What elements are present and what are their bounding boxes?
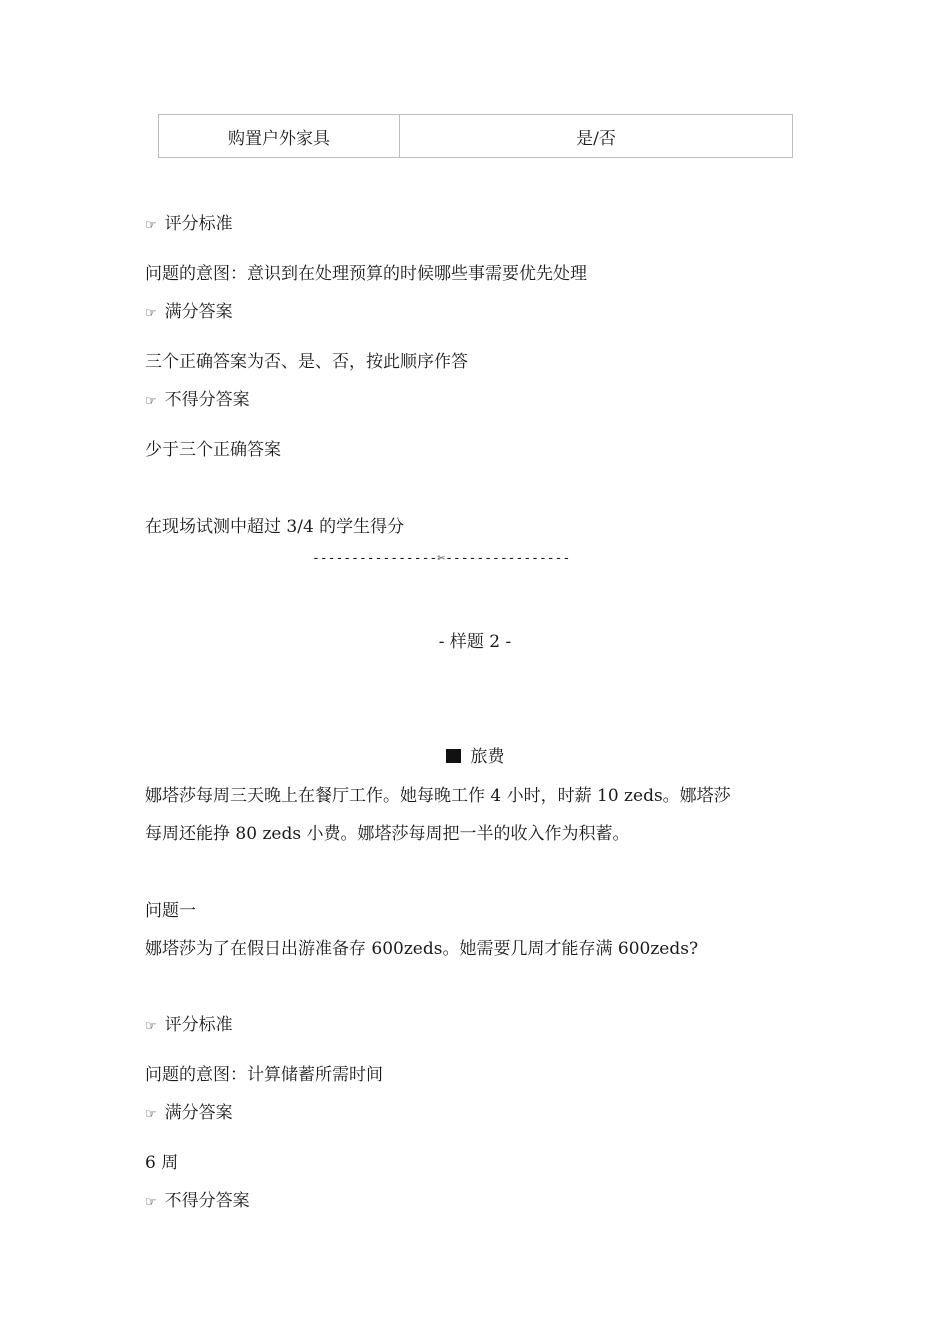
criteria-heading [145,1010,233,1035]
table-cell-answer: 是/否 [400,115,793,158]
full-credit-text: 三个正确答案为否、是、否，按此顺序作答 [145,352,468,372]
question-intent: 问题的意图：计算储蓄所需时间 [145,1065,383,1085]
cut-line-separator: ----------------✄---------------- [312,551,571,566]
pointing-hand-icon: ☞ [145,306,157,321]
pointing-hand-icon: ☞ [145,394,157,409]
section-title [0,742,950,767]
intro-paragraph-line-1: 娜塔莎每周三天晚上在餐厅工作。她每晚工作 4 小时，时薪 10 zeds。娜塔莎 [145,786,731,806]
no-credit-text: 少于三个正确答案 [145,440,281,460]
table-cell-item: 购置户外家具 [159,115,400,158]
criteria-label: 评分标准 [164,214,233,234]
no-credit-label: 不得分答案 [164,390,250,410]
full-credit-label: 满分答案 [164,1103,233,1123]
full-credit-heading [145,1098,233,1123]
pointing-hand-icon: ☞ [145,1019,157,1034]
pointing-hand-icon: ☞ [145,218,157,233]
field-trial-note: 在现场试测中超过 3/4 的学生得分 [145,517,405,537]
sample-heading: - 样题 2 - [438,632,512,652]
full-credit-label: 满分答案 [164,302,233,322]
question-text: 娜塔莎为了在假日出游准备存 600zeds。她需要几周才能存满 600zeds? [145,939,699,959]
pointing-hand-icon: ☞ [145,1195,157,1210]
question-intent: 问题的意图：意识到在处理预算的时候哪些事需要优先处理 [145,264,587,284]
criteria-heading [145,209,233,234]
full-credit-text: 6 周 [145,1153,179,1173]
section-title-text: 旅费 [470,747,505,767]
full-credit-heading [145,297,233,322]
intro-paragraph-line-2: 每周还能挣 80 zeds 小费。娜塔莎每周把一半的收入作为积蓄。 [145,824,630,844]
no-credit-heading [145,385,250,410]
no-credit-label: 不得分答案 [164,1191,250,1211]
no-credit-heading [145,1186,250,1211]
criteria-label: 评分标准 [164,1015,233,1035]
filled-square-icon [446,749,461,763]
answer-table [158,114,793,158]
pointing-hand-icon: ☞ [145,1107,157,1122]
table-row [159,115,793,158]
scissors-icon: ✄ [437,551,446,566]
question-label: 问题一 [145,901,196,921]
